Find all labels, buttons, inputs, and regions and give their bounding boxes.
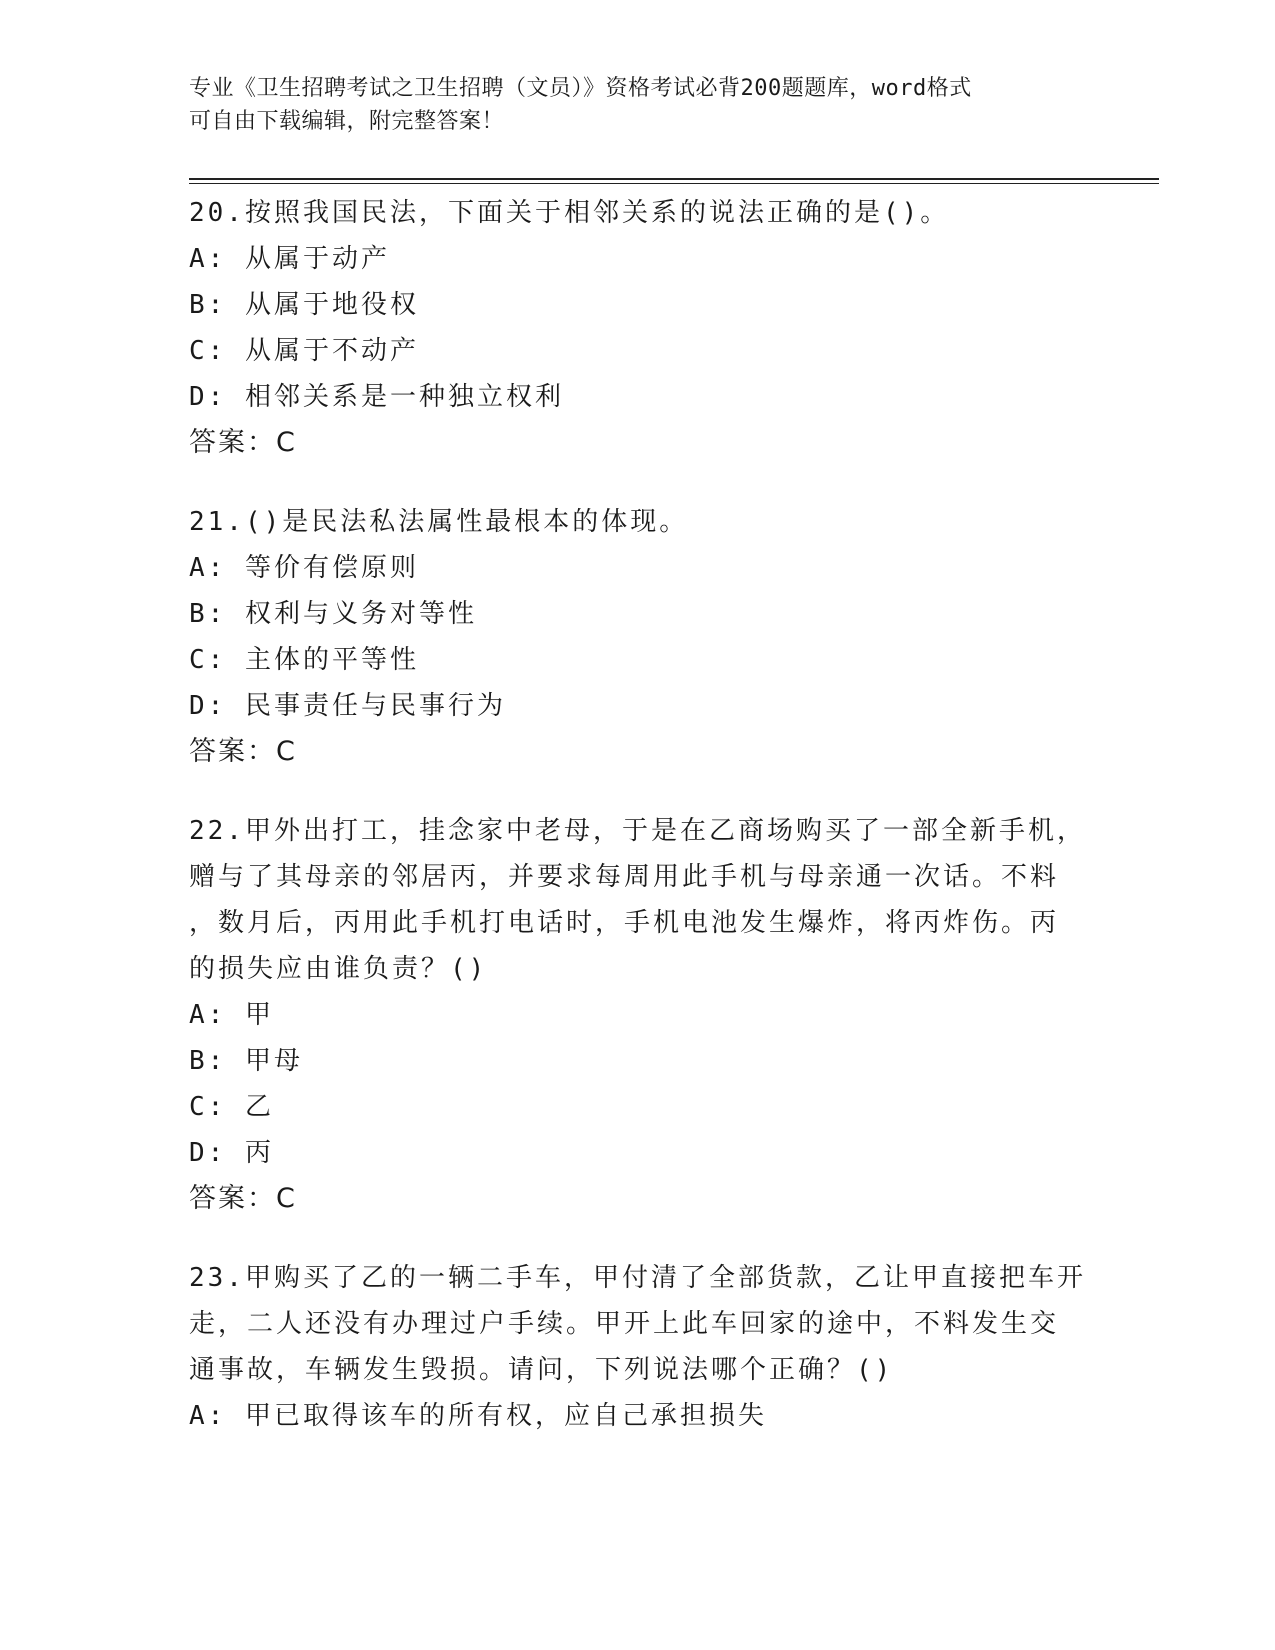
answer-line: 答案：C xyxy=(189,736,297,767)
option-c: C: 乙 xyxy=(189,1092,274,1122)
option-a: A: 甲 xyxy=(189,1000,274,1030)
question-text-line: 走，二人还没有办理过户手续。甲开上此车回家的途中，不料发生交 xyxy=(189,1309,1060,1339)
question-22 xyxy=(189,808,1089,1222)
option-a: A: 等价有偿原则 xyxy=(189,553,419,583)
option-a: A: 甲已取得该车的所有权，应自己承担损失 xyxy=(189,1401,767,1431)
answer-line: 答案：C xyxy=(189,427,297,458)
question-23 xyxy=(189,1255,1089,1439)
option-b: B: 甲母 xyxy=(189,1046,303,1076)
header-divider-thick xyxy=(189,178,1159,180)
option-a: A: 从属于动产 xyxy=(189,244,390,274)
question-text-line: 20.按照我国民法，下面关于相邻关系的说法正确的是()。 xyxy=(189,198,950,228)
question-text-line: 通事故，车辆发生毁损。请问，下列说法哪个正确？() xyxy=(189,1355,894,1385)
question-21 xyxy=(189,499,1089,775)
option-b: B: 权利与义务对等性 xyxy=(189,599,477,629)
option-d: D: 相邻关系是一种独立权利 xyxy=(189,382,564,412)
question-list xyxy=(189,190,1089,1472)
header-line-2: 可自由下载编辑，附完整答案！ xyxy=(189,109,505,134)
question-text-line: 21.()是民法私法属性最根本的体现。 xyxy=(189,507,689,537)
header-divider-thin xyxy=(189,183,1159,184)
option-b: B: 从属于地役权 xyxy=(189,290,419,320)
answer-line: 答案：C xyxy=(189,1183,297,1214)
question-text-line: 赠与了其母亲的邻居丙，并要求每周用此手机与母亲通一次话。不料 xyxy=(189,862,1060,892)
document-header xyxy=(189,72,1089,138)
question-text-line: ，数月后，丙用此手机打电话时，手机电池发生爆炸，将丙炸伤。丙 xyxy=(189,908,1060,938)
header-line-1: 专业《卫生招聘考试之卫生招聘（文员）》资格考试必背200题题库，word格式 xyxy=(189,76,972,101)
option-d: D: 丙 xyxy=(189,1138,274,1168)
option-d: D: 民事责任与民事行为 xyxy=(189,691,506,721)
option-c: C: 主体的平等性 xyxy=(189,645,419,675)
question-text-line: 23.甲购买了乙的一辆二手车，甲付清了全部货款，乙让甲直接把车开 xyxy=(189,1263,1086,1293)
question-20 xyxy=(189,190,1089,466)
option-c: C: 从属于不动产 xyxy=(189,336,419,366)
question-text-line: 的损失应由谁负责？() xyxy=(189,954,488,984)
question-text-line: 22.甲外出打工，挂念家中老母，于是在乙商场购买了一部全新手机， xyxy=(189,816,1086,846)
